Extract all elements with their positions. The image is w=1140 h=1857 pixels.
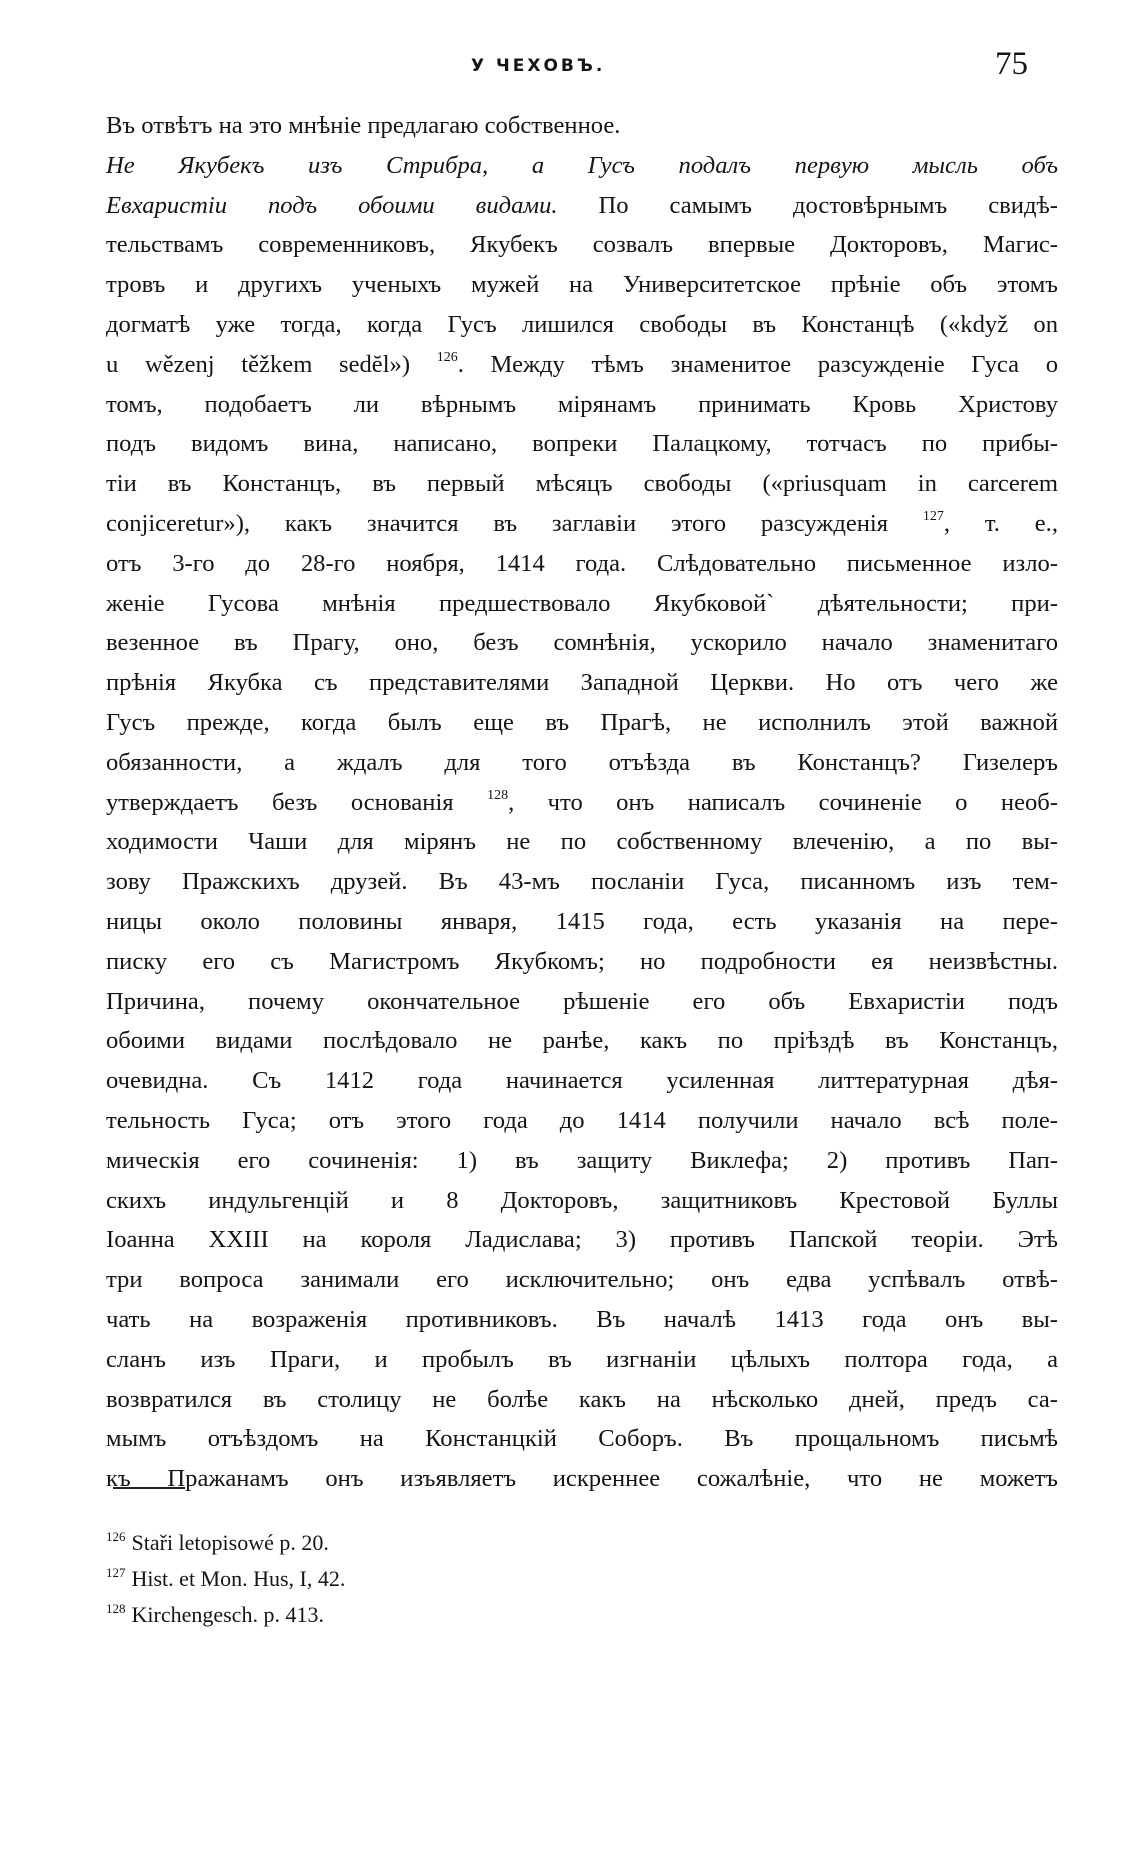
line-rest: По самымъ достовѣрнымъ свидѣ- <box>557 191 1058 219</box>
text-line: томъ, подобаетъ ли вѣрнымъ мірянамъ принимать Кровь Христову <box>106 390 1058 418</box>
footnote <box>106 1597 706 1633</box>
page-header <box>0 46 1140 92</box>
text-line: тровъ и другихъ ученыхъ мужей на Университетское прѣніе объ этомъ <box>106 271 1058 299</box>
text-line: возвратился въ столицу не болѣе какъ на нѣсколько дней, предъ са- <box>106 1385 1058 1413</box>
footnotes <box>106 1525 706 1633</box>
text-line: очевидна. Съ 1412 года начинается усиленная литтературная дѣя- <box>106 1067 1058 1095</box>
text-line: ходимости Чаши для мірянъ не по собственному влеченію, а по вы- <box>106 828 1058 856</box>
text-line: обоими видами послѣдовало не ранѣе, какъ по пріѣздѣ въ Констанцъ, <box>106 1027 1058 1055</box>
text-line <box>106 504 1058 544</box>
text-line: мымъ отъѣздомъ на Констанцкій Соборъ. Въ прощальномъ письмѣ <box>106 1425 1058 1453</box>
footnote-ref: 127 <box>922 508 944 524</box>
footnote-ref: 128 <box>487 787 509 803</box>
line-rest: , т. е., <box>943 509 1058 537</box>
page-number: 75 <box>995 46 1028 82</box>
footnote-number: 127 <box>106 1565 126 1580</box>
text-line: скихъ индульгенцій и 8 Докторовъ, защитниковъ Крестовой Буллы <box>106 1186 1058 1214</box>
line-start: conjiceretur»), какъ значится въ заглавіи этого разсужденія <box>106 509 923 537</box>
main-paragraph <box>106 106 1058 1499</box>
text-line: ницы около половины января, 1415 года, есть указанія на пере- <box>106 907 1058 935</box>
italic-phrase: Евхаристіи подъ обоими видами. <box>106 191 558 219</box>
running-head: У ЧЕХОВЪ. <box>471 56 606 76</box>
footnote-number: 128 <box>106 1601 126 1616</box>
line-rest: , что онъ написалъ сочиненіе о необ- <box>508 788 1058 816</box>
text-line: зову Пражскихъ друзей. Въ 43-мъ посланіи Гуса, писанномъ изъ тем- <box>106 868 1058 896</box>
footnote-text: Kirchengesch. p. 413. <box>131 1602 324 1627</box>
text-line: Въ отвѣтъ на это мнѣніе предлагаю собственное. <box>106 112 621 139</box>
text-line: чать на возраженія противниковъ. Въ началѣ 1413 года онъ вы- <box>106 1305 1058 1333</box>
text-line: сланъ изъ Праги, и пробылъ въ изгнаніи цѣлыхъ полтора года, а <box>106 1345 1058 1373</box>
text-line: везенное въ Прагу, оно, безъ сомнѣнія, ускорило начало знаменитаго <box>106 629 1058 657</box>
text-line: писку его съ Магистромъ Якубкомъ; но подробности ея неизвѣстны. <box>106 947 1058 975</box>
text-line: мическія его сочиненія: 1) въ защиту Виклефа; 2) противъ Пап- <box>106 1146 1058 1174</box>
text-line: обязанности, а ждалъ для того отъѣзда въ Констанцъ? Гизелеръ <box>106 748 1058 776</box>
footnote-ref: 126 <box>436 349 458 365</box>
text-line <box>106 783 1058 823</box>
text-line: тельность Гуса; отъ этого года до 1414 получили начало всѣ поле- <box>106 1106 1058 1134</box>
text-line: отъ 3-го до 28-го ноября, 1414 года. Слѣдовательно письменное изло- <box>106 549 1058 577</box>
text-line: тельствамъ современниковъ, Якубекъ созвалъ впервые Докторовъ, Магис- <box>106 231 1058 259</box>
line-rest: . Между тѣмъ знаменитое разсужденіе Гуса о <box>457 350 1058 378</box>
text-line: женіе Гусова мнѣнія предшествовало Якубковой` дѣятельности; при- <box>106 589 1058 617</box>
quote-czech: u wězenj těžkem sedĕl») <box>106 350 437 378</box>
text-line: догматѣ уже тогда, когда Гусъ лишился свободы въ Констанцѣ («když on <box>106 310 1058 338</box>
footnote-divider <box>113 1487 185 1489</box>
text-line: Причина, почему окончательное рѣшеніе его объ Евхаристіи подъ <box>106 987 1058 1015</box>
footnote <box>106 1525 706 1561</box>
footnote-text: Staři letopisowé p. 20. <box>131 1530 329 1555</box>
text-line: тіи въ Констанцъ, въ первый мѣсяцъ свободы («priusquam in carcerem <box>106 470 1058 498</box>
text-line: Не Якубекъ изъ Стрибра, а Гусъ подалъ первую мысль объ <box>106 151 1058 179</box>
text-line <box>106 186 1058 226</box>
footnote <box>106 1561 706 1597</box>
text-line: Іоанна XXIII на короля Ладислава; 3) противъ Папской теоріи. Этѣ <box>106 1226 1058 1254</box>
text-line: прѣнія Якубка съ представителями Западной Церкви. Но отъ чего же <box>106 669 1058 697</box>
text-line: три вопроса занимали его исключительно; онъ едва успѣвалъ отвѣ- <box>106 1266 1058 1294</box>
line-start: утверждаетъ безъ основанія <box>106 788 488 816</box>
footnote-text: Hist. et Mon. Hus, I, 42. <box>131 1566 346 1591</box>
text-line: подъ видомъ вина, написано, вопреки Палацкому, тотчасъ по прибы- <box>106 430 1058 458</box>
footnote-number: 126 <box>106 1529 126 1544</box>
text-line: къ Пражанамъ онъ изъявляетъ искреннее сожалѣніе, что не можетъ <box>106 1465 1058 1493</box>
text-line: Гусъ прежде, когда былъ еще въ Прагѣ, не исполнилъ этой важной <box>106 708 1058 736</box>
text-line <box>106 345 1058 385</box>
